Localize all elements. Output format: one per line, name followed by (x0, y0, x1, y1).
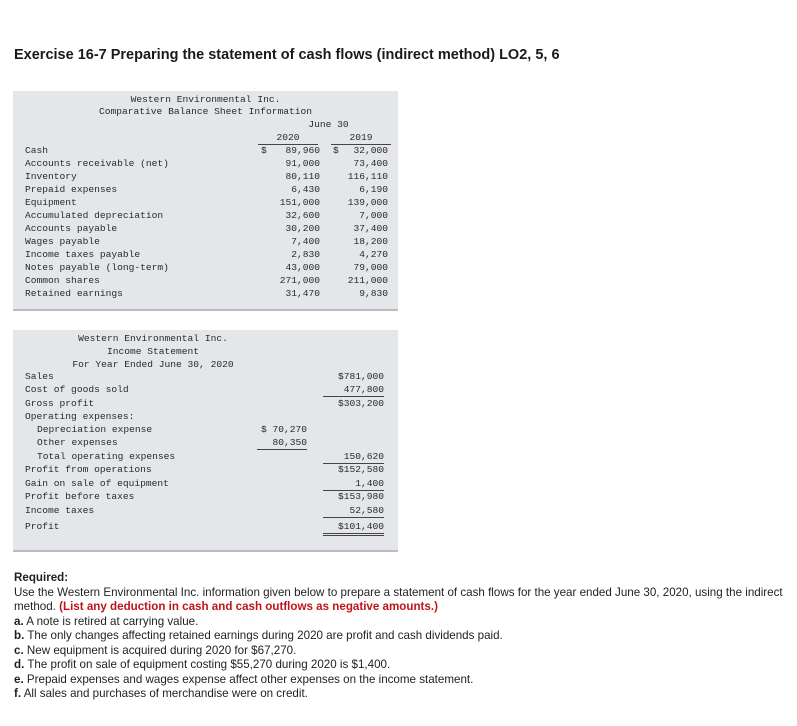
bs-row-value-2019: 37,400 (353, 223, 388, 234)
is-profit-label: Profit (25, 521, 60, 532)
bs-row-value-2019: 6,190 (359, 184, 388, 195)
is-pfo-label: Profit from operations (25, 464, 152, 475)
bs-row-value-2019: 7,000 (359, 210, 388, 221)
bs-row-value-2019: 79,000 (353, 262, 388, 273)
is-pbt-value: $153,980 (337, 491, 384, 502)
bs-row-value-2020: 89,960 (285, 145, 320, 156)
bs-row-value-2019: 4,270 (359, 249, 388, 260)
is-gain-value: 1,400 (323, 478, 384, 491)
bs-row-label: Retained earnings (25, 288, 123, 299)
is-other-label: Other expenses (37, 437, 118, 448)
bs-statement-title: Comparative Balance Sheet Information (98, 106, 313, 117)
is-dep-label: Depreciation expense (37, 424, 153, 435)
bs-row-value-2019: 211,000 (347, 275, 388, 286)
is-other-value: 80,350 (257, 437, 307, 450)
bs-row-value-2020: 43,000 (285, 262, 320, 273)
required-item-letter: b. (14, 629, 25, 642)
is-sales-value: $781,000 (337, 371, 384, 382)
required-item (14, 615, 789, 630)
bs-row-label: Equipment (25, 197, 77, 208)
bs-row-value-2020: 91,000 (285, 158, 320, 169)
required-item (14, 658, 789, 673)
bs-row-value-2020: 151,000 (279, 197, 320, 208)
bs-row-label: Accounts receivable (net) (25, 158, 169, 169)
required-item-text: All sales and purchases of merchandise were on credit. (23, 687, 308, 700)
is-total-opex-value: 150,620 (323, 451, 384, 464)
bs-row-value-2020: 7,400 (291, 236, 320, 247)
bs-year-2020: 2020 (258, 132, 318, 145)
required-item-letter: c. (14, 643, 24, 657)
bs-row-value-2019: 32,000 (353, 145, 388, 156)
required-item-text: The only changes affecting retained earnings during 2020 are profit and cash dividends paid. (27, 629, 503, 642)
required-item-letter: f. (14, 687, 22, 700)
required-intro-text: Use the Western Environmental Inc. information given below to prepare a statement of cash flows for the year ended June 30, 2020, using the indirect method. (14, 585, 783, 613)
is-pfo-value: $152,580 (337, 464, 384, 475)
is-tax-label: Income taxes (25, 505, 95, 516)
is-dep-value: $ 70,270 (260, 424, 307, 435)
bs-row-value-2020: 271,000 (279, 275, 320, 286)
is-company: Western Environmental Inc. (78, 333, 228, 344)
required-item-letter: e. (14, 672, 24, 686)
is-sales-label: Sales (25, 371, 54, 382)
is-cogs-label: Cost of goods sold (25, 384, 129, 395)
bs-row-value-2019: 18,200 (353, 236, 388, 247)
balance-sheet-panel (13, 91, 398, 311)
is-tax-value: 52,580 (323, 505, 384, 518)
bs-row-label: Income taxes payable (25, 249, 141, 260)
is-pbt-label: Profit before taxes (25, 491, 135, 502)
is-opex-label: Operating expenses: (25, 411, 135, 422)
bs-row-value-2019: 116,110 (347, 171, 388, 182)
is-statement-title: Income Statement (106, 346, 200, 357)
income-statement-panel (13, 330, 398, 552)
required-item (14, 629, 789, 644)
bs-row-label: Accumulated depreciation (25, 210, 164, 221)
exercise-title: Exercise 16-7 Preparing the statement of cash flows (indirect method) LO2, 5, 6 (14, 47, 560, 63)
bs-row-label: Accounts payable (25, 223, 118, 234)
required-intro (14, 586, 789, 615)
bs-row-value-2019: 139,000 (347, 197, 388, 208)
bs-row-value-2020: 32,600 (285, 210, 320, 221)
is-gain-label: Gain on sale of equipment (25, 478, 169, 489)
bs-year-2019: 2019 (331, 132, 391, 145)
bs-row-label: Common shares (25, 275, 100, 286)
required-section (14, 571, 789, 702)
bs-row-value-2020: 2,830 (291, 249, 320, 260)
required-item (14, 673, 789, 688)
is-total-opex-label: Total operating expenses (37, 451, 176, 462)
bs-row-value-2020: 30,200 (285, 223, 320, 234)
bs-row-label: Notes payable (long-term) (25, 262, 169, 273)
is-profit-value: $101,400 (323, 521, 384, 536)
is-gross-value: $303,200 (337, 398, 384, 409)
is-gross-label: Gross profit (25, 398, 95, 409)
bs-row-value-2020: 80,110 (285, 171, 320, 182)
required-item-text: Prepaid expenses and wages expense affect other expenses on the income statement. (26, 672, 474, 686)
bs-row-value-2019: 73,400 (353, 158, 388, 169)
bs-company: Western Environmental Inc. (130, 94, 281, 105)
bs-row-value-2019: 9,830 (359, 288, 388, 299)
bs-period: June 30 (308, 119, 349, 130)
bs-row-label: Inventory (25, 171, 77, 182)
bs-row-dollar-2020: $ (261, 145, 267, 156)
bs-row-dollar-2019: $ (333, 145, 339, 156)
bs-row-value-2020: 6,430 (291, 184, 320, 195)
is-period: For Year Ended June 30, 2020 (72, 359, 234, 370)
required-item-letter: a. (14, 614, 24, 628)
required-item-letter: d. (14, 658, 25, 671)
is-cogs-value: 477,800 (323, 384, 384, 397)
required-item (14, 644, 789, 659)
required-heading: Required: (14, 571, 69, 584)
bs-row-label: Prepaid expenses (25, 184, 118, 195)
required-item (14, 687, 789, 702)
required-instruction: (List any deduction in cash and cash outflows as negative amounts.) (59, 600, 438, 613)
bs-row-label: Wages payable (25, 236, 100, 247)
bs-row-value-2020: 31,470 (285, 288, 320, 299)
required-item-text: A note is retired at carrying value. (26, 614, 199, 628)
bs-row-label: Cash (25, 145, 49, 156)
required-item-text: The profit on sale of equipment costing $55,270 during 2020 is $1,400. (27, 658, 391, 671)
required-item-text: New equipment is acquired during 2020 for $67,270. (26, 643, 297, 657)
